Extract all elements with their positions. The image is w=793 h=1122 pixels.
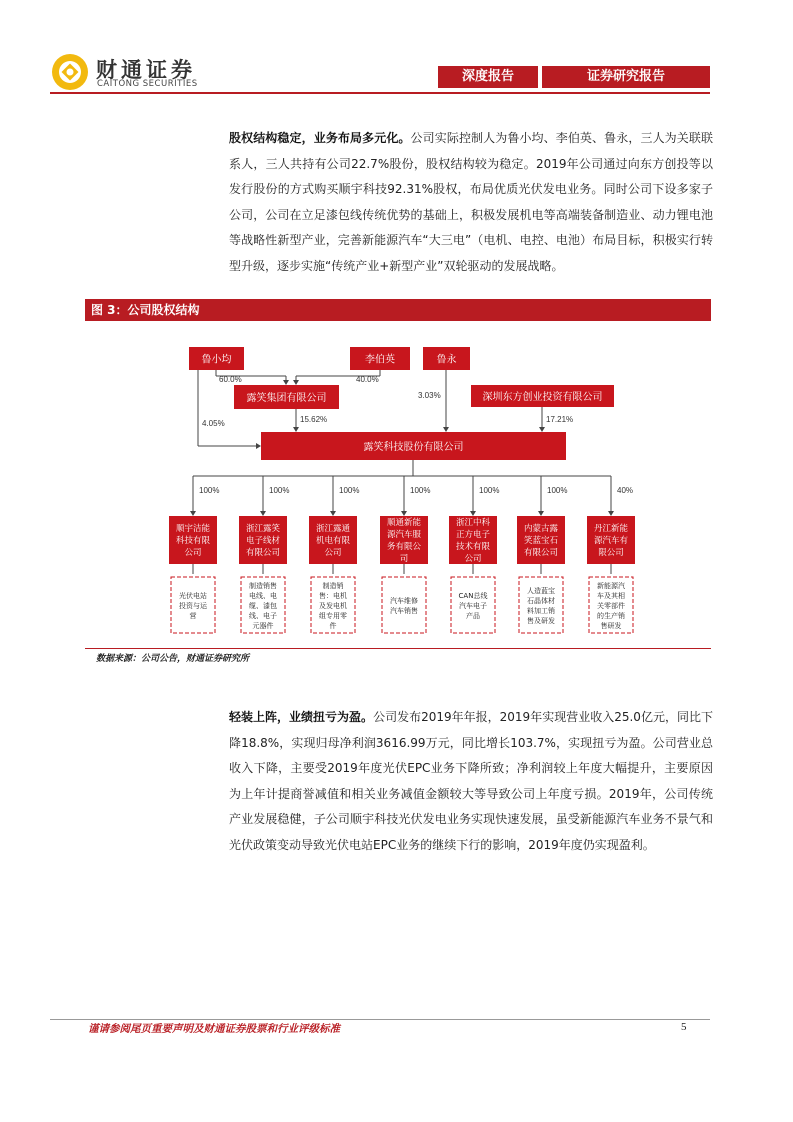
subsidiary-name: 司 bbox=[399, 554, 409, 564]
subsidiary-name: 浙江露通 bbox=[315, 524, 351, 534]
subsidiary-name: 源汽车服 bbox=[386, 530, 422, 540]
source-divider bbox=[85, 648, 711, 649]
subsidiary-name: 公司 bbox=[324, 548, 342, 558]
paragraph-equity-structure bbox=[229, 126, 713, 279]
business-scope: 石晶体材 bbox=[527, 597, 555, 605]
share-percentage: 40% bbox=[617, 486, 634, 495]
arrow-head bbox=[470, 511, 476, 516]
arrow-head bbox=[608, 511, 614, 516]
figure-source: 数据来源：公司公告，财通证券研究所 bbox=[96, 654, 250, 664]
figure-title: 图 3：公司股权结构 bbox=[85, 299, 711, 321]
subsidiary-name: 顺通新能 bbox=[386, 518, 422, 528]
subsidiary-name: 内蒙古露 bbox=[523, 524, 559, 534]
subsidiary-name: 公司 bbox=[184, 548, 202, 558]
business-scope: 电线、电 bbox=[249, 592, 277, 600]
business-box bbox=[382, 577, 426, 633]
subsidiary-name: 浙江露笑 bbox=[245, 524, 281, 534]
business-scope: 汽车销售 bbox=[390, 607, 418, 615]
business-scope: 关零部件 bbox=[597, 602, 625, 610]
header-tab-research-report: 证券研究报告 bbox=[542, 66, 710, 88]
arrow-head bbox=[539, 427, 545, 432]
header-tab-depth-report: 深度报告 bbox=[438, 66, 538, 88]
share-percentage: 100% bbox=[547, 486, 568, 495]
subsidiary-name: 科技有限 bbox=[175, 536, 211, 546]
subsidiary-name: 丹江新能 bbox=[593, 524, 629, 534]
paragraph-body: 公司发布2019年年报，2019年实现营业收入25.0亿元，同比下降18.8%，实现归母净利润3616.99万元，同比增长103.7%，实现扭亏为盈。公司营业总收入下降，主要受2019年度光伏EPC业务下降所致；净利润较上年度大幅提升，主要原因为上年计提商誉减值和相关业务减值金额较大等导致公司上年度亏损。2019年，公司传统产业发展稳健，子公司顺宇科技光伏发电业务实现快速发展，虽受新能源汽车业务不景气和光伏政策变动导致光伏电站EPC业务的继续下行的影响，2019年度仍实现盈利。 bbox=[229, 710, 713, 852]
business-scope: 汽车电子 bbox=[459, 602, 487, 610]
business-scope: 光伏电站 bbox=[179, 592, 207, 600]
share-percentage: 100% bbox=[269, 486, 290, 495]
business-scope: 售：电机 bbox=[319, 592, 347, 600]
share-percentage: 100% bbox=[410, 486, 431, 495]
entity-name: 深圳东方创业投资有限公司 bbox=[482, 392, 603, 403]
business-scope: 新能源汽 bbox=[597, 582, 625, 590]
entity-name: 鲁永 bbox=[436, 354, 457, 366]
business-scope: 元器件 bbox=[252, 622, 274, 630]
business-scope: 售研发 bbox=[600, 622, 622, 630]
subsidiary-name: 务有限公 bbox=[386, 542, 422, 552]
logo-company-english: CAITONG SECURITIES bbox=[97, 79, 198, 89]
entity-name: 露笑集团有限公司 bbox=[246, 393, 327, 404]
business-scope: 售及研发 bbox=[527, 617, 555, 625]
subsidiary-name: 电子线材 bbox=[245, 536, 281, 546]
subsidiary-name: 浙江中科 bbox=[455, 518, 491, 528]
arrow-head bbox=[401, 511, 407, 516]
business-scope: 汽车维修 bbox=[390, 597, 418, 605]
arrow-head bbox=[443, 427, 449, 432]
arrow-head bbox=[293, 380, 299, 385]
arrow-head bbox=[293, 427, 299, 432]
page-number: 5 bbox=[681, 1021, 687, 1033]
logo-company-name: 财通证券 bbox=[96, 58, 196, 82]
arrow-head bbox=[538, 511, 544, 516]
entity-name: 鲁小均 bbox=[201, 354, 232, 366]
share-percentage: 100% bbox=[199, 486, 220, 495]
business-scope: 及发电机 bbox=[319, 602, 347, 610]
arrow-head bbox=[330, 511, 336, 516]
business-scope: 组专用零 bbox=[319, 612, 347, 620]
subsidiary-name: 有限公司 bbox=[523, 548, 559, 558]
arrow-head bbox=[190, 511, 196, 516]
business-scope: 制造销售 bbox=[249, 582, 277, 590]
business-scope: 料加工销 bbox=[527, 607, 555, 615]
header-divider bbox=[50, 92, 710, 94]
caitong-logo-icon bbox=[50, 52, 90, 92]
business-scope: 的生产销 bbox=[597, 612, 625, 620]
share-percentage: 40.0% bbox=[356, 375, 379, 384]
paragraph-lead: 轻装上阵，业绩扭亏为盈。 bbox=[229, 710, 374, 724]
business-scope: CAN总线 bbox=[458, 592, 488, 600]
share-percentage: 15.62% bbox=[300, 415, 328, 424]
share-percentage: 3.03% bbox=[418, 391, 441, 400]
arrow-head bbox=[283, 380, 289, 385]
business-scope: 制造销 bbox=[322, 582, 344, 590]
business-scope: 投资与运 bbox=[179, 602, 207, 610]
share-percentage: 17.21% bbox=[546, 415, 574, 424]
subsidiary-name: 笑蓝宝石 bbox=[523, 536, 559, 546]
business-scope: 人造蓝宝 bbox=[527, 587, 555, 595]
entity-name: 露笑科技股份有限公司 bbox=[363, 442, 464, 453]
business-scope: 车及其相 bbox=[597, 592, 625, 600]
business-scope: 营 bbox=[189, 612, 197, 620]
subsidiary-name: 公司 bbox=[464, 554, 482, 564]
paragraph-performance bbox=[229, 705, 713, 858]
share-percentage: 100% bbox=[339, 486, 360, 495]
footer-disclaimer[interactable]: 谨请参阅尾页重要声明及财通证券股票和行业评级标准 bbox=[88, 1023, 340, 1035]
share-percentage: 60.0% bbox=[219, 375, 242, 384]
business-scope: 线、电子 bbox=[249, 612, 277, 620]
arrow-head bbox=[260, 511, 266, 516]
entity-name: 李伯英 bbox=[365, 354, 395, 366]
subsidiary-name: 顺宇洁能 bbox=[175, 524, 211, 534]
subsidiary-name: 技术有限 bbox=[455, 542, 491, 552]
subsidiary-name: 正方电子 bbox=[455, 530, 491, 540]
subsidiary-name: 机电有限 bbox=[315, 536, 351, 546]
subsidiary-name: 限公司 bbox=[598, 548, 624, 558]
subsidiary-name: 有限公司 bbox=[245, 548, 281, 558]
share-percentage: 100% bbox=[479, 486, 500, 495]
subsidiary-name: 源汽车有 bbox=[593, 536, 629, 546]
business-scope: 缆、漆包 bbox=[249, 602, 277, 610]
footer-divider bbox=[50, 1019, 710, 1020]
business-scope: 件 bbox=[329, 622, 337, 630]
share-percentage: 4.05% bbox=[202, 419, 225, 428]
paragraph-body: 公司实际控制人为鲁小均、李伯英、鲁永，三人为关联联系人，三人共持有公司22.7%股份，股权结构较为稳定。2019年公司通过向东方创投等以发行股份的方式购买顺宇科技92.31%股权，布局优质光伏发电业务。同时公司下设多家子公司，公司在立足漆包线传统优势的基础上，积极发展机电等高端装备制造业、动力锂电池等战略性新型产业，完善新能源汽车“大三电”（电机、电控、电池）布局目标，积极实行转型升级，逐步实施“传统产业+新型产业”双轮驱动的发展战略。 bbox=[229, 131, 713, 273]
arrow-head bbox=[256, 443, 261, 449]
paragraph-lead: 股权结构稳定，业务布局多元化。 bbox=[229, 131, 411, 145]
business-scope: 产品 bbox=[466, 612, 480, 620]
equity-structure-chart bbox=[166, 336, 642, 640]
